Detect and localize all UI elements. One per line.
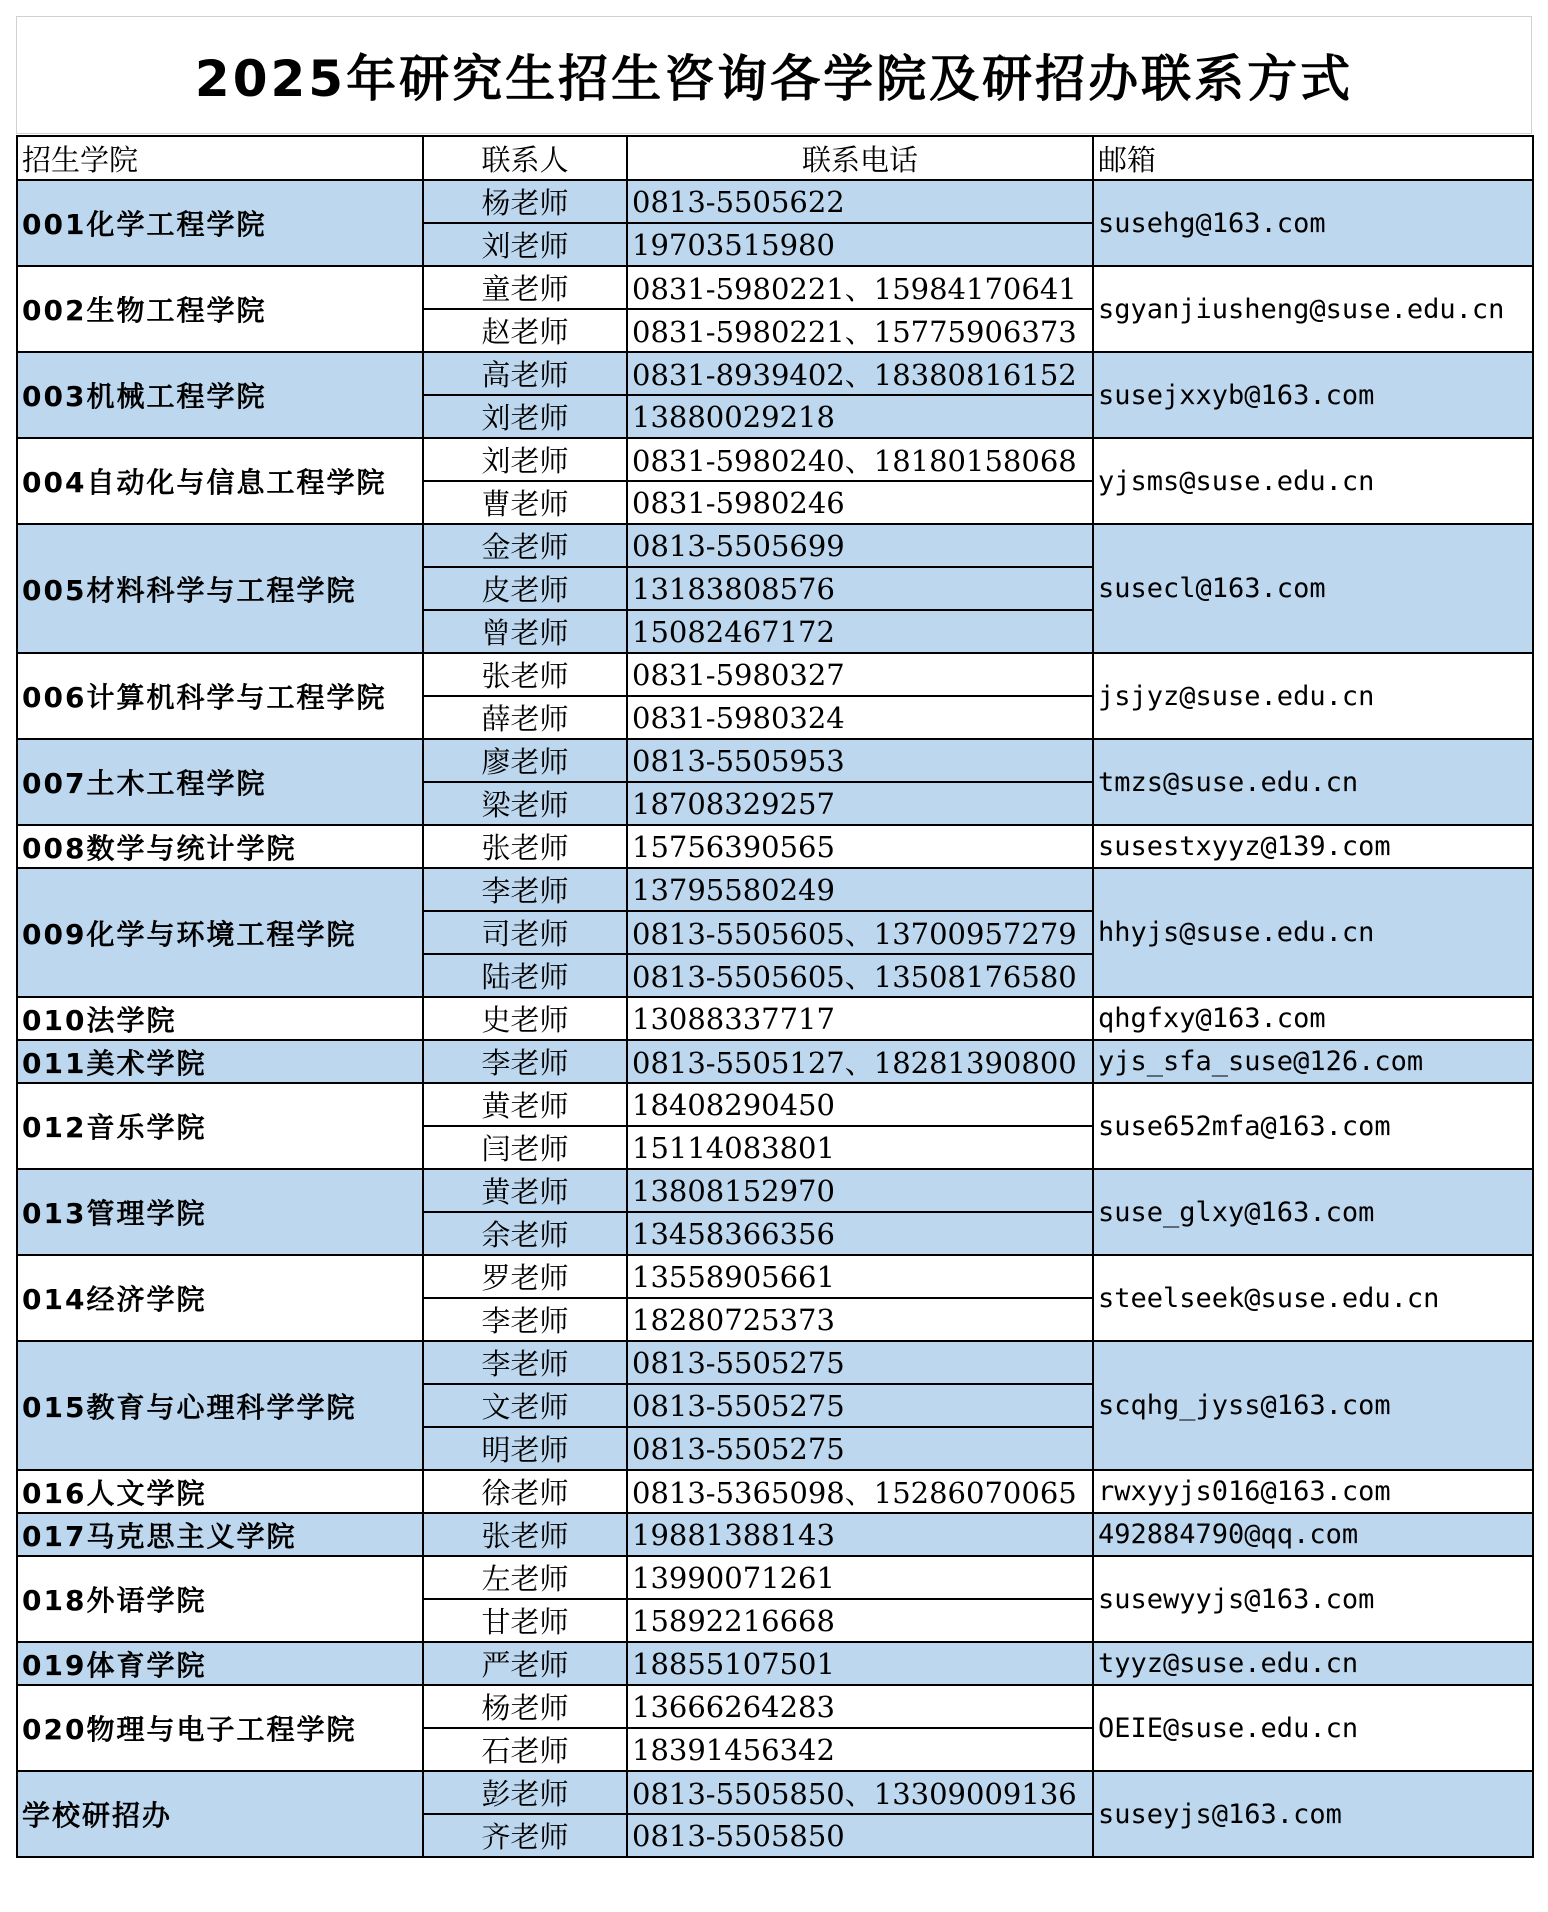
contact-cell[interactable]: 李老师 bbox=[423, 1040, 627, 1083]
contact-cell[interactable]: 曾老师 bbox=[423, 610, 627, 653]
phone-cell[interactable]: 0813-5505275 bbox=[627, 1384, 1093, 1427]
phone-cell[interactable]: 0813-5505275 bbox=[627, 1341, 1093, 1384]
phone-cell[interactable]: 0813-5365098、15286070065 bbox=[627, 1470, 1093, 1513]
contact-cell[interactable]: 黄老师 bbox=[423, 1083, 627, 1126]
contact-cell[interactable]: 杨老师 bbox=[423, 180, 627, 223]
contact-cell[interactable]: 梁老师 bbox=[423, 782, 627, 825]
contact-cell[interactable]: 闫老师 bbox=[423, 1126, 627, 1169]
college-cell[interactable]: 003机械工程学院 bbox=[17, 352, 423, 438]
college-cell[interactable]: 001化学工程学院 bbox=[17, 180, 423, 266]
college-cell[interactable]: 018外语学院 bbox=[17, 1556, 423, 1642]
email-cell[interactable]: suse652mfa@163.com bbox=[1093, 1083, 1533, 1169]
phone-cell[interactable]: 15892216668 bbox=[627, 1599, 1093, 1642]
table-row bbox=[17, 1040, 1533, 1083]
phone-cell[interactable]: 13990071261 bbox=[627, 1556, 1093, 1599]
contact-cell[interactable]: 杨老师 bbox=[423, 1685, 627, 1728]
table-row bbox=[17, 1341, 1533, 1384]
contact-cell[interactable]: 李老师 bbox=[423, 868, 627, 911]
contact-cell[interactable]: 金老师 bbox=[423, 524, 627, 567]
phone-cell[interactable]: 0813-5505850 bbox=[627, 1814, 1093, 1857]
phone-cell[interactable]: 0813-5505850、13309009136 bbox=[627, 1771, 1093, 1814]
phone-cell[interactable]: 18855107501 bbox=[627, 1642, 1093, 1685]
phone-cell[interactable]: 0831-5980221、15775906373 bbox=[627, 309, 1093, 352]
phone-cell[interactable]: 0831-8939402、18380816152 bbox=[627, 352, 1093, 395]
contact-cell[interactable]: 陆老师 bbox=[423, 954, 627, 997]
contact-cell[interactable]: 严老师 bbox=[423, 1642, 627, 1685]
phone-cell[interactable]: 0831-5980240、18180158068 bbox=[627, 438, 1093, 481]
college-cell[interactable]: 010法学院 bbox=[17, 997, 423, 1040]
table-row bbox=[17, 825, 1533, 868]
email-cell[interactable]: susehg@163.com bbox=[1093, 180, 1533, 266]
contact-cell[interactable]: 张老师 bbox=[423, 653, 627, 696]
header-phone[interactable]: 联系电话 bbox=[627, 136, 1093, 180]
contact-cell[interactable]: 明老师 bbox=[423, 1427, 627, 1470]
phone-cell[interactable]: 13808152970 bbox=[627, 1169, 1093, 1212]
email-cell[interactable]: yjs_sfa_suse@126.com bbox=[1093, 1040, 1533, 1083]
table-row bbox=[17, 1556, 1533, 1599]
contact-cell[interactable]: 张老师 bbox=[423, 825, 627, 868]
contact-cell[interactable]: 曹老师 bbox=[423, 481, 627, 524]
phone-cell[interactable]: 0813-5505953 bbox=[627, 739, 1093, 782]
title-cell[interactable] bbox=[16, 16, 1532, 134]
table-row bbox=[17, 1685, 1533, 1728]
table-row bbox=[17, 1470, 1533, 1513]
contact-cell[interactable]: 甘老师 bbox=[423, 1599, 627, 1642]
phone-cell[interactable]: 0813-5505275 bbox=[627, 1427, 1093, 1470]
contact-cell[interactable]: 刘老师 bbox=[423, 395, 627, 438]
email-cell[interactable]: rwxyyjs016@163.com bbox=[1093, 1470, 1533, 1513]
college-cell[interactable]: 012音乐学院 bbox=[17, 1083, 423, 1169]
phone-cell[interactable]: 0813-5505699 bbox=[627, 524, 1093, 567]
contact-table bbox=[16, 135, 1534, 1858]
college-cell[interactable]: 006计算机科学与工程学院 bbox=[17, 653, 423, 739]
phone-cell[interactable]: 15756390565 bbox=[627, 825, 1093, 868]
phone-cell[interactable]: 15114083801 bbox=[627, 1126, 1093, 1169]
contact-cell[interactable]: 余老师 bbox=[423, 1212, 627, 1255]
table-row bbox=[17, 653, 1533, 696]
contact-cell[interactable]: 彭老师 bbox=[423, 1771, 627, 1814]
contact-cell[interactable]: 文老师 bbox=[423, 1384, 627, 1427]
phone-cell[interactable]: 19881388143 bbox=[627, 1513, 1093, 1556]
email-cell[interactable]: susewyyjs@163.com bbox=[1093, 1556, 1533, 1642]
contact-cell[interactable]: 石老师 bbox=[423, 1728, 627, 1771]
spreadsheet bbox=[16, 16, 1532, 1896]
contact-cell[interactable]: 童老师 bbox=[423, 266, 627, 309]
phone-cell[interactable]: 15082467172 bbox=[627, 610, 1093, 653]
college-cell[interactable]: 015教育与心理科学学院 bbox=[17, 1341, 423, 1470]
email-cell[interactable]: OEIE@suse.edu.cn bbox=[1093, 1685, 1533, 1771]
contact-cell[interactable]: 司老师 bbox=[423, 911, 627, 954]
table-row bbox=[17, 868, 1533, 911]
college-cell[interactable]: 013管理学院 bbox=[17, 1169, 423, 1255]
phone-cell[interactable]: 0831-5980324 bbox=[627, 696, 1093, 739]
phone-cell[interactable]: 0813-5505605、13508176580 bbox=[627, 954, 1093, 997]
table-row bbox=[17, 997, 1533, 1040]
phone-cell[interactable]: 18708329257 bbox=[627, 782, 1093, 825]
table-row bbox=[17, 1642, 1533, 1685]
header-college[interactable]: 招生学院 bbox=[17, 136, 423, 180]
table-row bbox=[17, 1513, 1533, 1556]
contact-cell[interactable]: 罗老师 bbox=[423, 1255, 627, 1298]
header-row bbox=[17, 136, 1533, 180]
college-cell[interactable]: 004自动化与信息工程学院 bbox=[17, 438, 423, 524]
phone-cell[interactable]: 0813-5505127、18281390800 bbox=[627, 1040, 1093, 1083]
table-row bbox=[17, 266, 1533, 309]
contact-cell[interactable]: 刘老师 bbox=[423, 438, 627, 481]
table-row bbox=[17, 739, 1533, 782]
phone-cell[interactable]: 13558905661 bbox=[627, 1255, 1093, 1298]
phone-cell[interactable]: 13880029218 bbox=[627, 395, 1093, 438]
contact-cell[interactable]: 赵老师 bbox=[423, 309, 627, 352]
table-row bbox=[17, 1771, 1533, 1814]
phone-cell[interactable]: 0831-5980221、15984170641 bbox=[627, 266, 1093, 309]
contact-cell[interactable]: 黄老师 bbox=[423, 1169, 627, 1212]
contact-cell[interactable]: 薛老师 bbox=[423, 696, 627, 739]
page-title: 2025年研究生招生咨询各学院及研招办联系方式 bbox=[194, 50, 1354, 108]
phone-cell[interactable]: 13458366356 bbox=[627, 1212, 1093, 1255]
phone-cell[interactable]: 13183808576 bbox=[627, 567, 1093, 610]
contact-cell[interactable]: 齐老师 bbox=[423, 1814, 627, 1857]
college-cell[interactable]: 009化学与环境工程学院 bbox=[17, 868, 423, 997]
email-cell[interactable]: scqhg_jyss@163.com bbox=[1093, 1341, 1533, 1470]
email-cell[interactable]: tmzs@suse.edu.cn bbox=[1093, 739, 1533, 825]
phone-cell[interactable]: 13795580249 bbox=[627, 868, 1093, 911]
phone-cell[interactable]: 0813-5505605、13700957279 bbox=[627, 911, 1093, 954]
college-cell[interactable]: 016人文学院 bbox=[17, 1470, 423, 1513]
contact-cell[interactable]: 李老师 bbox=[423, 1341, 627, 1384]
table-row bbox=[17, 180, 1533, 223]
header-contact[interactable]: 联系人 bbox=[423, 136, 627, 180]
email-cell[interactable]: sgyanjiusheng@suse.edu.cn bbox=[1093, 266, 1533, 352]
phone-cell[interactable]: 19703515980 bbox=[627, 223, 1093, 266]
table-row bbox=[17, 1083, 1533, 1126]
contact-cell[interactable]: 高老师 bbox=[423, 352, 627, 395]
phone-cell[interactable]: 18391456342 bbox=[627, 1728, 1093, 1771]
email-cell[interactable]: hhyjs@suse.edu.cn bbox=[1093, 868, 1533, 997]
email-cell[interactable]: susestxyyz@139.com bbox=[1093, 825, 1533, 868]
email-cell[interactable]: qhgfxy@163.com bbox=[1093, 997, 1533, 1040]
contact-cell[interactable]: 徐老师 bbox=[423, 1470, 627, 1513]
email-cell[interactable]: tyyz@suse.edu.cn bbox=[1093, 1642, 1533, 1685]
phone-cell[interactable]: 0831-5980327 bbox=[627, 653, 1093, 696]
college-cell[interactable]: 017马克思主义学院 bbox=[17, 1513, 423, 1556]
contact-cell[interactable]: 李老师 bbox=[423, 1298, 627, 1341]
college-cell[interactable]: 008数学与统计学院 bbox=[17, 825, 423, 868]
contact-cell[interactable]: 刘老师 bbox=[423, 223, 627, 266]
table-row bbox=[17, 1255, 1533, 1298]
phone-cell[interactable]: 18280725373 bbox=[627, 1298, 1093, 1341]
table-row bbox=[17, 352, 1533, 395]
college-cell[interactable]: 014经济学院 bbox=[17, 1255, 423, 1341]
email-cell[interactable]: suse_glxy@163.com bbox=[1093, 1169, 1533, 1255]
college-cell[interactable]: 020物理与电子工程学院 bbox=[17, 1685, 423, 1771]
contact-cell[interactable]: 史老师 bbox=[423, 997, 627, 1040]
email-cell[interactable]: susejxxyb@163.com bbox=[1093, 352, 1533, 438]
email-cell[interactable]: yjsms@suse.edu.cn bbox=[1093, 438, 1533, 524]
email-cell[interactable]: jsjyz@suse.edu.cn bbox=[1093, 653, 1533, 739]
college-cell[interactable]: 005材料科学与工程学院 bbox=[17, 524, 423, 653]
college-cell[interactable]: 007土木工程学院 bbox=[17, 739, 423, 825]
phone-cell[interactable]: 13666264283 bbox=[627, 1685, 1093, 1728]
phone-cell[interactable]: 13088337717 bbox=[627, 997, 1093, 1040]
table-row bbox=[17, 1169, 1533, 1212]
email-cell[interactable]: 492884790@qq.com bbox=[1093, 1513, 1533, 1556]
header-email[interactable]: 邮箱 bbox=[1093, 136, 1533, 180]
phone-cell[interactable]: 0831-5980246 bbox=[627, 481, 1093, 524]
table-row bbox=[17, 524, 1533, 567]
table-body bbox=[17, 180, 1533, 1857]
contact-cell[interactable]: 廖老师 bbox=[423, 739, 627, 782]
college-cell[interactable]: 011美术学院 bbox=[17, 1040, 423, 1083]
table-row bbox=[17, 438, 1533, 481]
college-cell[interactable]: 学校研招办 bbox=[17, 1771, 423, 1857]
phone-cell[interactable]: 0813-5505622 bbox=[627, 180, 1093, 223]
email-cell[interactable]: steelseek@suse.edu.cn bbox=[1093, 1255, 1533, 1341]
contact-cell[interactable]: 张老师 bbox=[423, 1513, 627, 1556]
email-cell[interactable]: suseyjs@163.com bbox=[1093, 1771, 1533, 1857]
phone-cell[interactable]: 18408290450 bbox=[627, 1083, 1093, 1126]
contact-cell[interactable]: 左老师 bbox=[423, 1556, 627, 1599]
contact-cell[interactable]: 皮老师 bbox=[423, 567, 627, 610]
college-cell[interactable]: 019体育学院 bbox=[17, 1642, 423, 1685]
email-cell[interactable]: susecl@163.com bbox=[1093, 524, 1533, 653]
college-cell[interactable]: 002生物工程学院 bbox=[17, 266, 423, 352]
